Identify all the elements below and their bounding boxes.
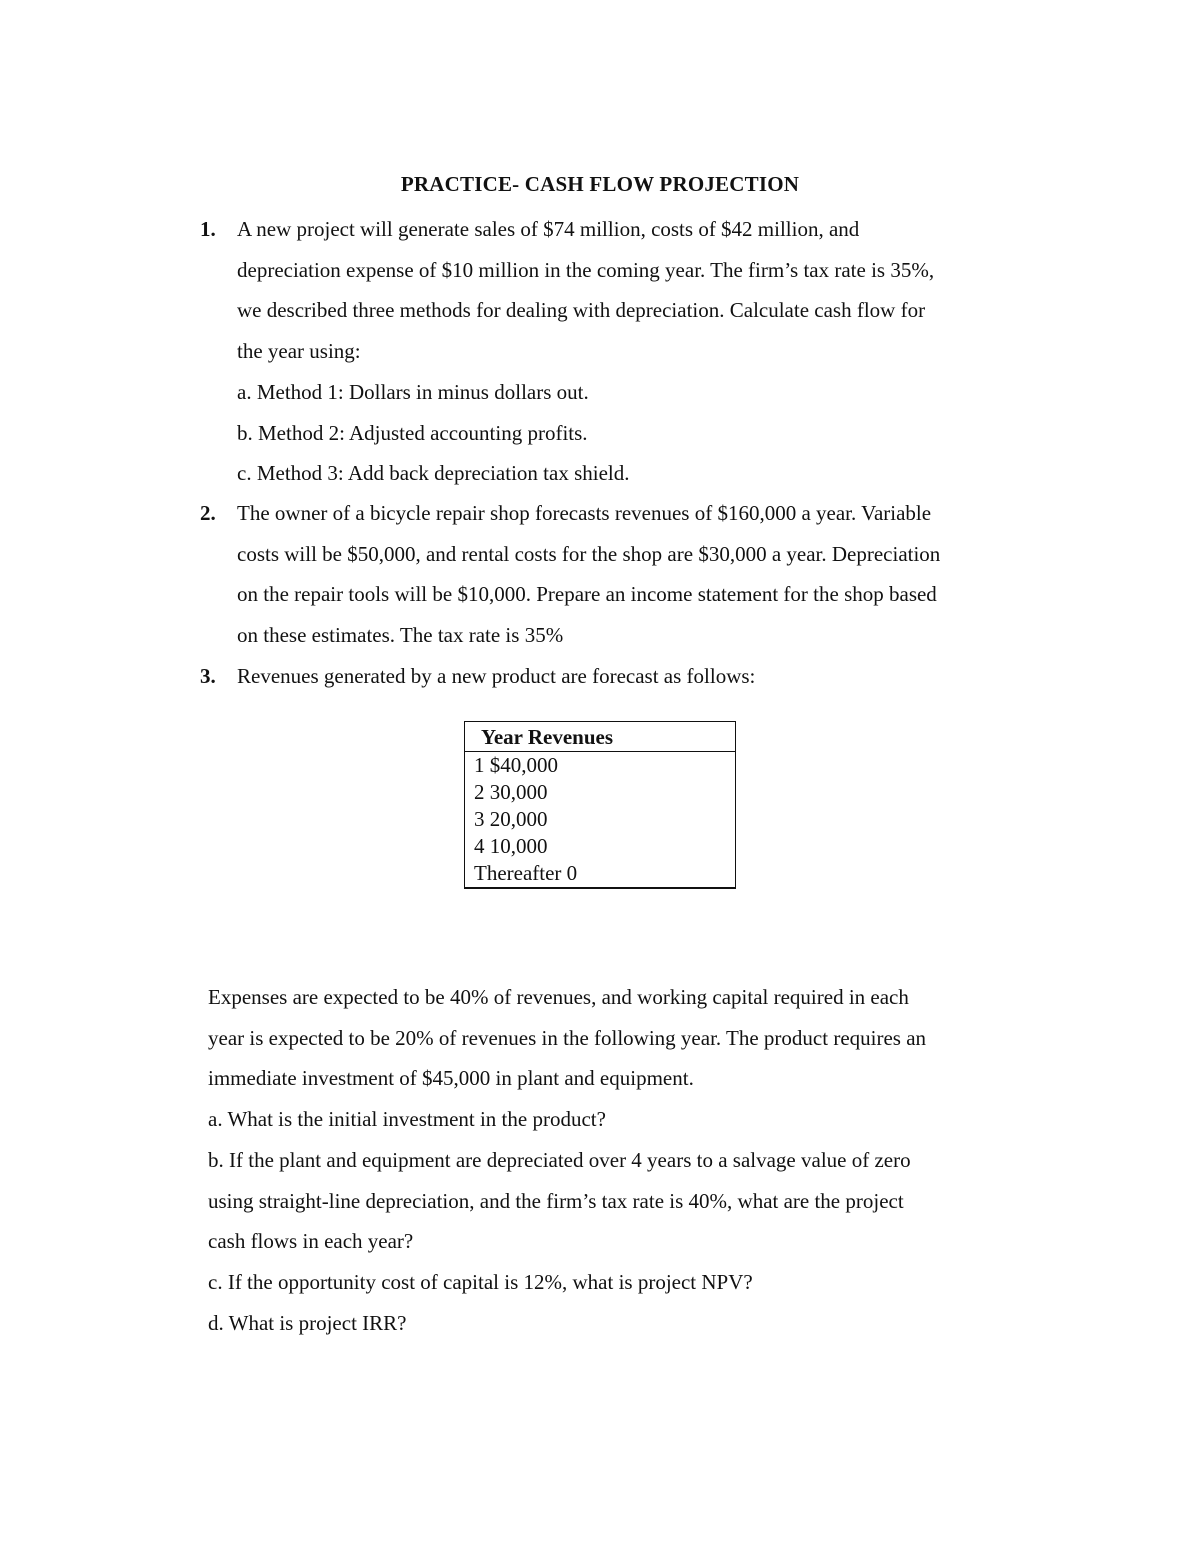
paragraph-line: year is expected to be 20% of revenues in the following year. The product requires an — [208, 1025, 927, 1050]
question-subitem: b. If the plant and equipment are depreciated over 4 years to a salvage value of zero — [208, 1147, 911, 1172]
page-title: PRACTICE- CASH FLOW PROJECTION — [400, 172, 800, 196]
question-subitem: d. What is project IRR? — [208, 1310, 407, 1335]
table-row — [465, 806, 736, 833]
question-subitem: a. Method 1: Dollars in minus dollars out. — [237, 379, 589, 404]
question-body — [237, 209, 1040, 494]
table-row — [465, 752, 736, 780]
table-cell: Thereafter 0 — [465, 860, 736, 888]
question-subitem: c. If the opportunity cost of capital is 12%, what is project NPV? — [208, 1269, 753, 1294]
table-header: Year Revenues — [465, 722, 736, 752]
question-number: 1. — [200, 217, 216, 241]
paragraph-line: using straight-line depreciation, and the firm’s tax rate is 40%, what are the project — [208, 1188, 904, 1213]
question-body — [237, 493, 1040, 656]
question-line: we described three methods for dealing with depreciation. Calculate cash flow for — [237, 298, 926, 323]
question-number: 3. — [200, 664, 216, 688]
paragraph-line: Expenses are expected to be 40% of revenues, and working capital required in each — [208, 985, 909, 1009]
question-3-followup — [208, 977, 1048, 1343]
table-row — [465, 860, 736, 888]
question-line: The owner of a bicycle repair shop forecasts revenues of $160,000 a year. Variable — [237, 501, 932, 525]
question-body — [237, 656, 1040, 697]
question-line: on the repair tools will be $10,000. Prepare an income statement for the shop based — [237, 582, 937, 607]
question-line: on these estimates. The tax rate is 35% — [237, 623, 564, 648]
table-cell: 1 $40,000 — [465, 752, 736, 780]
revenue-table — [464, 721, 736, 889]
question-line: A new project will generate sales of $74 million, costs of $42 million, and — [237, 217, 860, 241]
paragraph-line: cash flows in each year? — [208, 1229, 414, 1254]
question-subitem: b. Method 2: Adjusted accounting profits. — [237, 420, 588, 445]
question-1 — [200, 209, 1040, 494]
question-2 — [200, 493, 1040, 656]
table-cell: 3 20,000 — [465, 806, 736, 833]
question-number: 2. — [200, 501, 216, 525]
question-subitem: a. What is the initial investment in the product? — [208, 1107, 606, 1132]
table-header-row — [465, 722, 736, 752]
question-line: Revenues generated by a new product are forecast as follows: — [237, 664, 756, 688]
question-3 — [200, 656, 1040, 697]
table-row — [465, 779, 736, 806]
table-row — [465, 833, 736, 860]
table-cell: 4 10,000 — [465, 833, 736, 860]
question-subitem: c. Method 3: Add back depreciation tax shield. — [237, 461, 630, 486]
question-line: the year using: — [237, 339, 361, 364]
question-line: costs will be $50,000, and rental costs for the shop are $30,000 a year. Depreciation — [237, 541, 941, 566]
table-cell: 2 30,000 — [465, 779, 736, 806]
question-line: depreciation expense of $10 million in the coming year. The firm’s tax rate is 35%, — [237, 257, 935, 282]
paragraph-line: immediate investment of $45,000 in plant and equipment. — [208, 1066, 694, 1091]
